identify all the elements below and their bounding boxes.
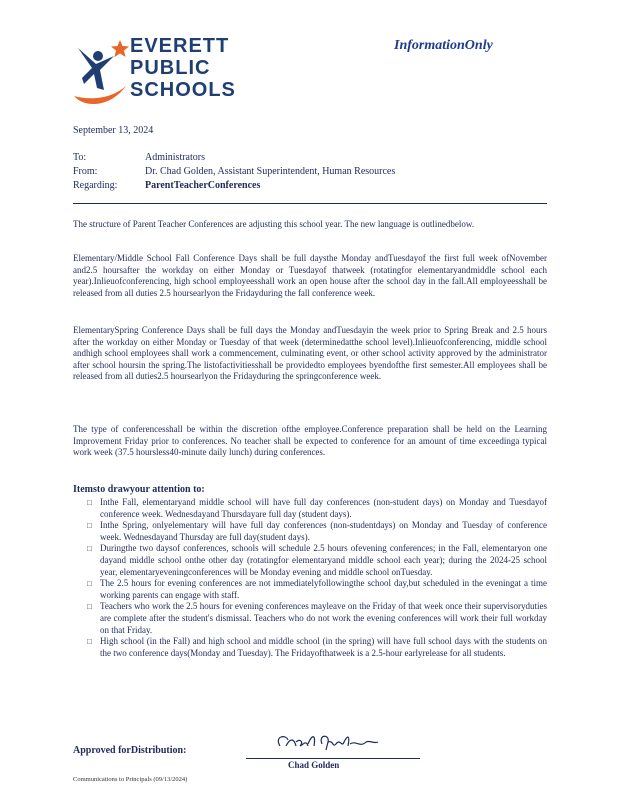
list-item-text: High school (in the Fall) and high school and middle school (in the spring) will have full school days with the students on the two conference days(Monday and Tuesday). The Fridayofthatweek is a 2.5-hour earlyrelease for all students. [100, 636, 547, 658]
paragraph-intro: The structure of Parent Teacher Conferences are adjusting this school year. The new language is outlinedbelow. [73, 219, 475, 229]
bullet-icon: □ [87, 544, 92, 554]
district-logo [70, 34, 255, 114]
logo-line-schools: SCHOOLS [130, 79, 236, 101]
memo-date: September 13, 2024 [73, 125, 154, 136]
regarding-value: ParentTeacherConferences [145, 180, 261, 191]
bullet-icon: □ [87, 521, 92, 531]
logo-line-everett: EVERETT [130, 35, 230, 57]
list-item [73, 601, 547, 636]
from-value: Dr. Chad Golden, Assistant Superintendent, Human Resources [145, 166, 396, 177]
bullet-icon: □ [87, 498, 92, 507]
list-item [73, 543, 547, 578]
bullet-icon: □ [87, 602, 92, 612]
signer-name: Chad Golden [288, 760, 340, 770]
list-item-text: Inthe Fall, elementaryand middle school will have full day conferences (non-student days) on Monday and Tuesdayof conference week. Wednesdayand Thursdayare full day (student days). [100, 497, 547, 519]
to-label: To: [73, 152, 87, 163]
to-value: Administrators [145, 152, 205, 163]
list-item-text: Duringthe two daysof conferences, schools will schedule 2.5 hours ofevening conferences; in the Fall, elementaryon one dayand middle school onthe other day (rotatingfor elementaryand middle school each year); during the 2024-25 school year, elementaryeveningconferences will be Monday evening and middle school onTuesday. [100, 543, 547, 577]
document-footer: Communications to Principals (09/13/2024) [73, 776, 188, 783]
regarding-label: Regarding: [73, 180, 118, 191]
list-item [73, 520, 547, 543]
logo-line-public: PUBLIC [130, 57, 211, 79]
items-heading: Itemsto drawyour attention to: [73, 484, 205, 495]
list-item-text: Inthe Spring, onlyelementary will have full day conferences (non-studentdays) on Monday and Tuesday of conference week. Wednesdayand Thursday are full day(student days). [100, 520, 547, 542]
list-item [73, 636, 547, 659]
signature-line [246, 758, 420, 759]
paragraph-spring-conference: ElementarySpring Conference Days shall be full days the Monday andTuesdayin the week prior to Spring Break and 2.5 hours after the workday on either Monday or Tuesday of that week (determinedatthe school level).Inlieuofconferencing, middle school andhigh school employees shall work a commencement, culminating event, or other school activity approved by the administrator after school hoursin the spring.The listofactivitiesshall be providedto employees byendofthe first semester.All employees shall be released from all duties2.5 hoursearlyon the Fridayduring the springconference week. [73, 325, 547, 382]
information-only-stamp: InformationOnly [394, 38, 493, 53]
bullet-icon: □ [87, 579, 92, 589]
header-divider [73, 203, 547, 204]
paragraph-fall-conference: Elementary/Middle School Fall Conference Days shall be full daysthe Monday andTuesdayof the first full week ofNovember and2.5 hoursafter the workday on either Monday or Tuesdayof thatweek (rotatingfor elementaryandmiddle school each year).Inlieuofconferencing, high school employeesshall work an open house after the school day in the fall.All employeesshall be released from all duties 2.5 hoursearlyon the Fridayduring the fall conference week. [73, 253, 547, 298]
from-label: From: [73, 166, 98, 177]
list-item-text: Teachers who work the 2.5 hours for evening conferences mayleave on the Friday of that week once their supervisoryduties are complete after the student's dismissal. Teachers who do not work the evening conferences will work their full workday on that Friday. [100, 601, 547, 635]
approved-for-distribution-label: Approved forDistribution: [73, 745, 187, 756]
list-item-text: The 2.5 hours for evening conferences are not immediatelyfollowingthe school day,but scheduled in the eveningat a time working parents can engage with staff. [100, 578, 547, 600]
list-item [73, 497, 547, 520]
bullet-icon: □ [87, 637, 92, 647]
person-reaching-star-icon [70, 34, 130, 114]
handwritten-signature [270, 730, 380, 756]
attention-items-list [73, 497, 547, 659]
list-item [73, 578, 547, 601]
paragraph-conference-type: The type of conferencesshall be within the discretion ofthe employee.Conference preparation shall be held on the Learning Improvement Friday prior to conferences. No teacher shall be expected to conference for an amount of time exceedinga typical work week (37.5 hoursless40-minute daily lunch) during conferences. [73, 424, 547, 458]
